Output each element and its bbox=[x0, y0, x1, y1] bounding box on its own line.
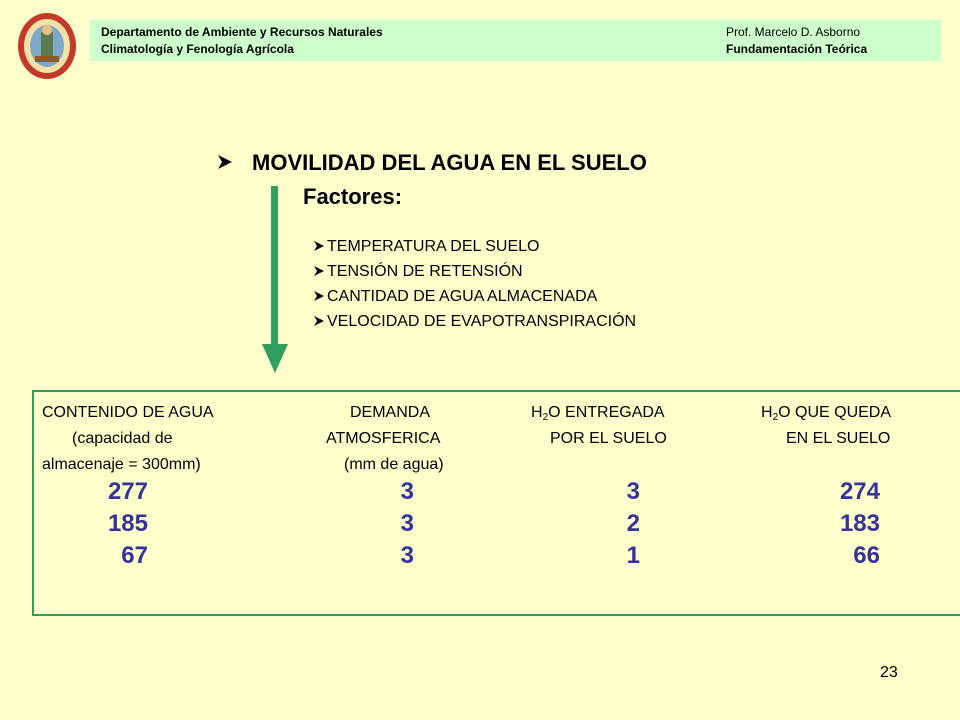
table-cell: 277 bbox=[107, 478, 148, 505]
arrow-bullet-icon bbox=[314, 241, 324, 251]
water-table-box bbox=[32, 390, 960, 616]
down-arrow-icon bbox=[262, 186, 288, 373]
arrow-bullet-icon bbox=[314, 291, 324, 301]
col2-header-line2: ATMOSFERICA bbox=[326, 430, 441, 447]
slide-subtitle: Factores: bbox=[303, 184, 403, 209]
col2-header-line1: DEMANDA bbox=[350, 404, 431, 421]
col4-header-line2: EN EL SUELO bbox=[786, 430, 891, 447]
table-cell: 2 bbox=[626, 510, 640, 537]
col1-header-line1: CONTENIDO DE AGUA bbox=[42, 404, 214, 421]
list-item: TENSIÓN DE RETENSIÓN bbox=[314, 259, 636, 284]
subject-name: Climatología y Fenología Agrícola bbox=[101, 42, 294, 56]
section-name: Fundamentación Teórica bbox=[726, 42, 868, 56]
col1-header-line2: (capacidad de bbox=[72, 430, 173, 447]
list-item: VELOCIDAD DE EVAPOTRANSPIRACIÓN bbox=[314, 309, 636, 334]
table-cell: 3 bbox=[400, 542, 414, 569]
table-cell: 67 bbox=[121, 542, 148, 569]
table-cell: 274 bbox=[839, 478, 880, 505]
factors-list bbox=[314, 234, 636, 334]
col1-header-line3: almacenaje = 300mm) bbox=[42, 456, 201, 473]
table-cell: 3 bbox=[400, 510, 414, 537]
col4-header-line1: $H_2O$ QUE QUEDA bbox=[761, 404, 892, 423]
table-cell: 66 bbox=[853, 542, 880, 569]
arrow-bullet-icon bbox=[218, 155, 232, 169]
list-item: TEMPERATURA DEL SUELO bbox=[314, 234, 636, 259]
title-text: MOVILIDAD DEL AGUA EN EL SUELO bbox=[252, 150, 647, 175]
col2-header-line3: (mm de agua) bbox=[344, 456, 444, 473]
table-cell: 3 bbox=[400, 478, 414, 505]
arrow-bullet-icon bbox=[314, 266, 324, 276]
table-cell: 185 bbox=[107, 510, 148, 537]
arrow-bullet-icon bbox=[314, 316, 324, 326]
table-cell: 3 bbox=[626, 478, 640, 505]
slide-title bbox=[218, 150, 647, 176]
professor-name: Prof. Marcelo D. Asborno bbox=[726, 25, 861, 39]
col3-header-line2: POR EL SUELO bbox=[550, 430, 667, 447]
table-cell: 183 bbox=[839, 510, 880, 537]
col3-header-line1: $H_2O$ ENTREGADA bbox=[531, 404, 665, 423]
department-name: Departamento de Ambiente y Recursos Naturales bbox=[101, 25, 383, 39]
slide-header bbox=[90, 20, 941, 61]
table-cell: 1 bbox=[626, 542, 640, 569]
university-seal-logo bbox=[17, 12, 77, 80]
page-number: 23 bbox=[880, 664, 898, 681]
list-item: CANTIDAD DE AGUA ALMACENADA bbox=[314, 284, 636, 309]
